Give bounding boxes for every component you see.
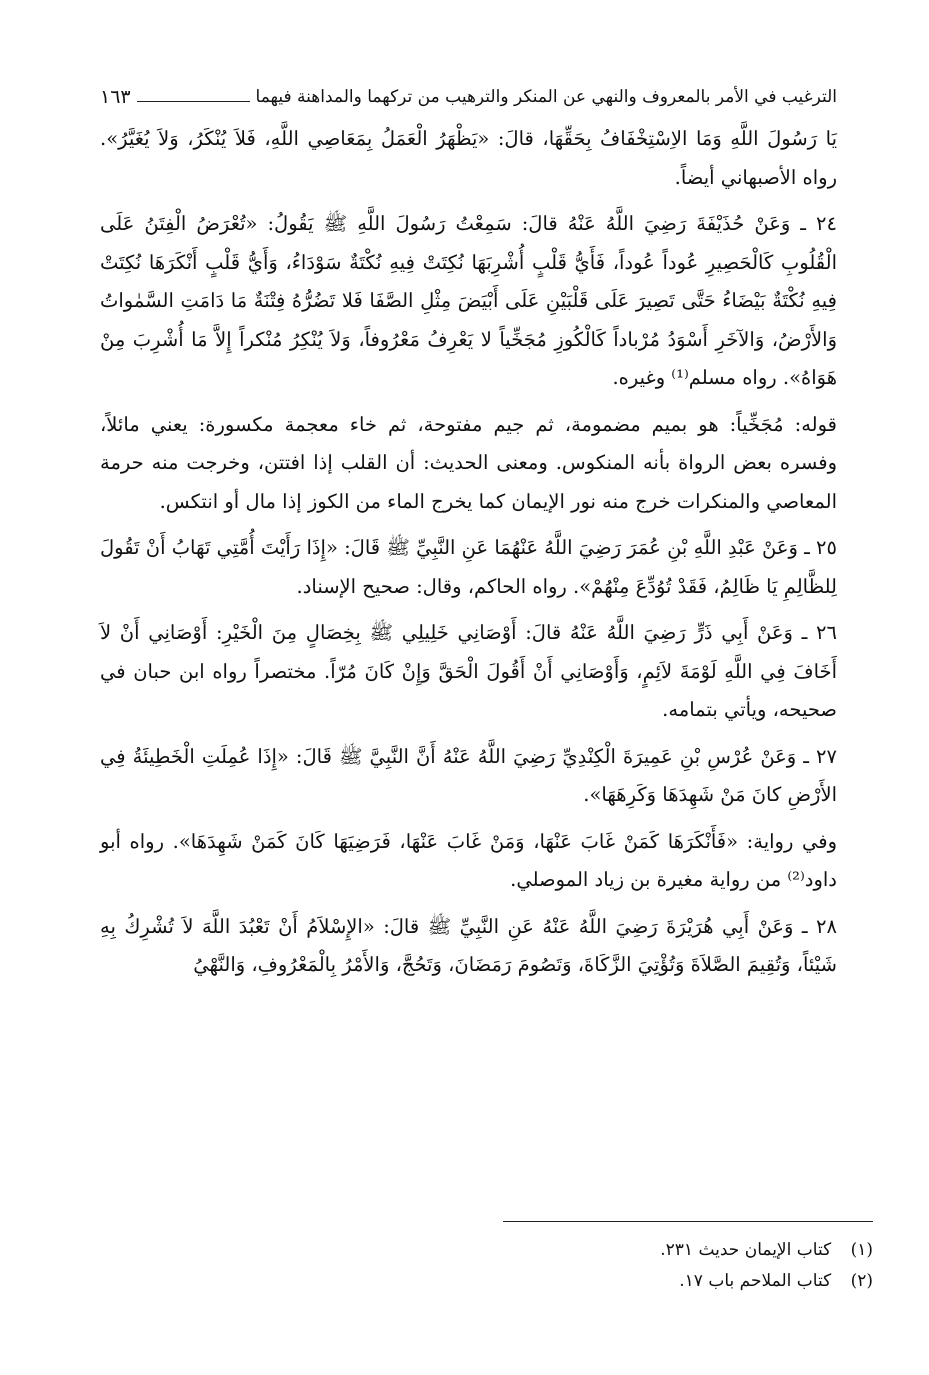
commentary-mujakhiyan: قوله: مُجَخِّياً: هو بميم مضمومة، ثم جيم مفتوحة، ثم خاء معجمة مكسورة: يعني مائلاً، وفسره بعض الرواة بأنه المنكوس. ومعنى الحديث: أن القلب إذا افتتن، وخرجت منه حرمة المعاصي والمنكرات خرج منه نور الإيمان كما يخرج الماء من الكوز إذا مال أو انتكس.	[100, 412, 837, 513]
hadith-24: ٢٤ ـ وَعَنْ حُذَيْفَةَ رَضِيَ اللَّهُ عَنْهُ قالَ: سَمِعْتُ رَسُولَ اللَّهِ ﷺ يَقُولُ: «تُعْرَضُ الْفِتَنُ عَلَى الْقُلُوبِ كَالْحَصِيرِ عُوداً عُوداً، فَأَيُّ قَلْبٍ أُشْرِبَهَا نُكِتَتْ فِيهِ نُكْتَةٌ سَوْدَاءُ، وَأَيُّ قَلْبٍ أَنْكَرَهَا نُكِتَتْ فِيهِ نُكْتَةٌ بَيْضَاءُ حَتَّى تَصِيرَ عَلَى قَلْبَيْنِ عَلَى أَبْيَضَ مِثْلِ الصَّفَا فَلا تَضُرُّهُ فِتْنَةٌ مَا دَامَتِ السَّمٰواتُ وَالأَرْضُ، وَالآخَرِ أَسْوَدُ مُرْباداً كَالْكُوزِ مُجَخِّياً لا يَعْرِفُ مَعْرُوفاً، وَلاَ يُنْكِرُ مُنْكراً إِلاَّ مَا أُشْرِبَ مِنْ هَوَاهُ». رواه مسلم⁽¹⁾ وغيره.	[100, 212, 837, 389]
footnote-text: كتاب الإيمان حديث ٢٣١.	[660, 1240, 832, 1260]
footnote-number: (٢)	[850, 1271, 873, 1291]
hadith-27-variant: وفي رواية: «فَأَنْكَرَهَا كَمَنْ غَابَ عَنْهَا، وَمَنْ غَابَ عَنْهَا، فَرَضِيَهَا كَانَ كَمَنْ شَهِدَهَا». رواه أبو داود⁽²⁾ من رواية مغيرة بن زياد الموصلي.	[100, 829, 837, 891]
footnote-item	[373, 1266, 873, 1297]
paragraph-continuation: يَا رَسُولَ اللَّهِ وَمَا الاِسْتِخْفَافُ بِحَقِّهَا، قالَ: «يَظْهَرُ الْعَمَلُ بِمَعَاصِي اللَّهِ، فَلاَ يُنْكَرُ، وَلاَ يُغَيَّرُ». رواه الأصبهاني أيضاً.	[100, 127, 837, 189]
hadith-26: ٢٦ ـ وَعَنْ أَبِي ذَرٍّ رَضِيَ اللَّهُ عَنْهُ قالَ: أَوْصَانِي خَلِيلِي ﷺ بِخِصَالٍ مِنَ الْخَيْرِ: أَوْصَانِي أَنْ لاَ أَخَافَ فِي اللَّهِ لَوْمَةَ لاَئِمٍ، وَأَوْصَانِي أَنْ أَقُولَ الْحَقَّ وَإِنْ كَانَ مُرّاً. مختصراً رواه ابن حبان في صحيحه، ويأتي بتمامه.	[100, 621, 837, 721]
footnote-separator	[503, 1221, 873, 1222]
footnotes	[373, 1235, 873, 1297]
footnote-text: كتاب الملاحم باب ١٧.	[679, 1271, 832, 1291]
header-title: الترغيب في الأمر بالمعروف والنهي عن المنكر والترهيب من تركهما والمداهنة فيهما	[255, 87, 837, 107]
footnote-number: (١)	[850, 1240, 873, 1260]
header-rule	[137, 101, 250, 102]
page-number: ١٦٣	[100, 86, 131, 108]
hadith-27: ٢٧ ـ وَعَنْ عُرْسِ بْنِ عَمِيرَةَ الْكِنْدِيِّ رَضِيَ اللَّهُ عَنْهُ أَنَّ النَّبِيَّ ﷺ قَالَ: «إِذَا عُمِلَتِ الْخَطِيئَةُ فِي الأَرْضِ كانَ مَنْ شَهِدَهَا وَكَرِهَهَا».	[100, 744, 837, 806]
footnote-item	[373, 1235, 873, 1266]
main-text	[100, 120, 837, 993]
hadith-28: ٢٨ ـ وَعَنْ أَبِي هُرَيْرَةَ رَضِيَ اللَّهُ عَنْهُ عَنِ النَّبِيِّ ﷺ قالَ: «الإِسْلاَمُ أَنْ تَعْبُدَ اللَّهَ لاَ تُشْرِكُ بِهِ شَيْئاً، وَتُقِيمَ الصَّلاَةَ وَتُؤْتِيَ الزَّكَاةَ، وَتَصُومَ رَمَضَانَ، وَتَحُجَّ، وَالأَمْرُ بِالْمَعْرُوفِ، وَالنَّهْيُ	[100, 914, 837, 976]
running-header	[100, 74, 837, 108]
hadith-25: ٢٥ ـ وَعَنْ عَبْدِ اللَّهِ بْنِ عُمَرَ رَضِيَ اللَّهُ عَنْهُمَا عَنِ النَّبِيِّ ﷺ قَالَ: «إِذَا رَأَيْتَ أُمَّتِي تَهَابُ أَنْ تَقُولَ لِلظَّالِمِ يَا ظَالِمُ، فَقَدْ تُوُدِّعَ مِنْهُمْ». رواه الحاكم، وقال: صحيح الإسناد.	[100, 536, 837, 598]
